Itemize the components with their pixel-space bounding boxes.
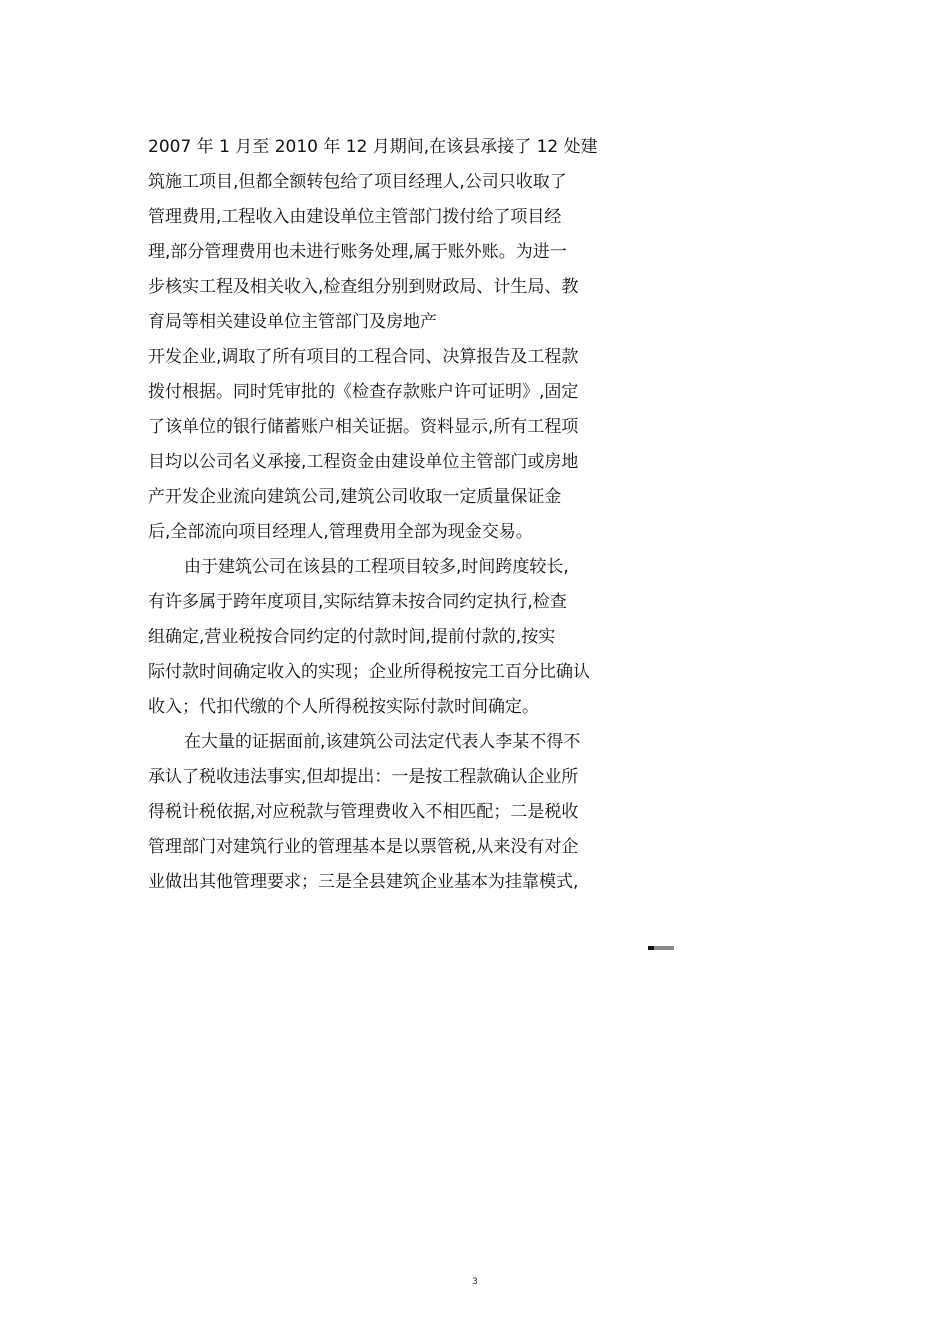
marker-gray-segment bbox=[654, 946, 674, 950]
text-line: 业做出其他管理要求；三是全县建筑企业基本为挂靠模式, bbox=[148, 872, 579, 892]
text-line: 管理费用,工程收入由建设单位主管部门拨付给了项目经 bbox=[148, 207, 562, 227]
text-line: 筑施工项目,但都全额转包给了项目经理人,公司只收取了 bbox=[148, 172, 567, 192]
text-line: 有许多属于跨年度项目,实际结算未按合同约定执行,检查 bbox=[148, 592, 567, 612]
text-line: 产开发企业流向建筑公司,建筑公司收取一定质量保证金 bbox=[148, 487, 562, 507]
body-text bbox=[148, 130, 638, 900]
text-line: 了该单位的银行储蓄账户相关证据。资料显示,所有工程项 bbox=[148, 417, 579, 437]
decorative-marker bbox=[648, 946, 674, 950]
text-line: 拨付根据。同时凭审批的《检查存款账户许可证明》,固定 bbox=[148, 382, 579, 402]
text-line: 管理部门对建筑行业的管理基本是以票管税,从来没有对企 bbox=[148, 837, 579, 857]
text-line: 理,部分管理费用也未进行账务处理,属于账外账。为进一 bbox=[148, 242, 567, 262]
text-line: 得税计税依据,对应税款与管理费收入不相匹配；二是税收 bbox=[148, 802, 579, 822]
text-line: 步核实工程及相关收入,检查组分别到财政局、计生局、教 bbox=[148, 277, 579, 297]
page-number: 3 bbox=[472, 1277, 478, 1287]
text-line: 育局等相关建设单位主管部门及房地产 bbox=[148, 312, 437, 332]
text-line: 组确定,营业税按合同约定的付款时间,提前付款的,按实 bbox=[148, 627, 556, 647]
text-line: 际付款时间确定收入的实现；企业所得税按完工百分比确认 bbox=[148, 662, 590, 682]
text-line: 后,全部流向项目经理人,管理费用全部为现金交易。 bbox=[148, 522, 533, 542]
text-line: 开发企业,调取了所有项目的工程合同、决算报告及工程款 bbox=[148, 347, 579, 367]
paragraph-start-line: 由于建筑公司在该县的工程项目较多,时间跨度较长, bbox=[184, 557, 569, 577]
text-line: 收入；代扣代缴的个人所得税按实际付款时间确定。 bbox=[148, 697, 539, 717]
text-line: 承认了税收违法事实,但却提出：一是按工程款确认企业所 bbox=[148, 767, 579, 787]
text-line: 2007 年 1 月至 2010 年 12 月期间,在该县承接了 12 处建 bbox=[148, 137, 598, 157]
paragraph-start-line: 在大量的证据面前,该建筑公司法定代表人李某不得不 bbox=[184, 732, 581, 752]
text-line: 目均以公司名义承接,工程资金由建设单位主管部门或房地 bbox=[148, 452, 579, 472]
